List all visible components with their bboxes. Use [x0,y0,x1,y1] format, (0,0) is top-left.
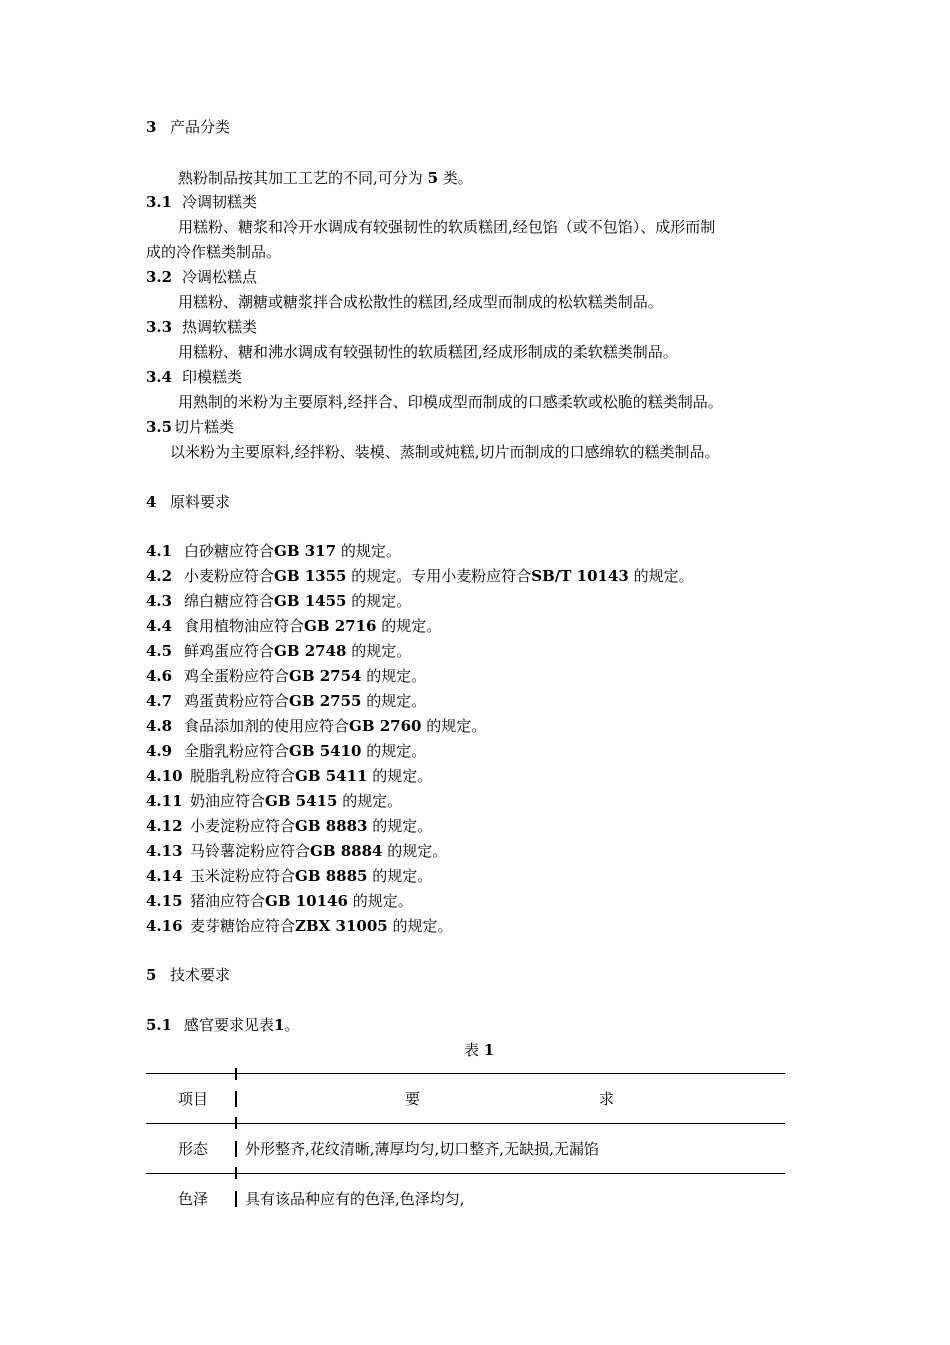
table-header-tick [235,1117,237,1129]
item-4-15: 4.15 猪油应符合GB 10146 的规定。 [146,892,413,910]
table-row-form-req: 外形整齐,花纹清晰,薄厚均匀,切口整齐,无缺损,无漏馅 [245,1140,599,1158]
item-4-4: 4.4 食用植物油应符合GB 2716 的规定。 [146,617,442,635]
item-4-1: 4.1 白砂糖应符合GB 317 的规定。 [146,542,401,560]
item-4-13: 4.13 马铃薯淀粉应符合GB 8884 的规定。 [146,842,448,860]
subsection-3-5-desc: 以米粉为主要原料,经拌粉、装模、蒸制或炖糕,切片而制成的口感绵软的糕类制品。 [170,443,720,461]
item-4-14: 4.14 玉米淀粉应符合GB 8885 的规定。 [146,867,433,885]
table-top-rule [146,1073,785,1074]
table-row-rule [146,1173,785,1174]
section-5-heading: 5 技术要求 [146,966,231,984]
subsection-3-5-heading: 3.5 切片糕类 [146,418,235,436]
subsection-3-3-desc: 用糕粉、糖和沸水调成有较强韧性的软质糕团,经成形制成的柔软糕类制品。 [178,343,678,361]
table-header-divider [235,1091,237,1107]
item-4-12: 4.12 小麦淀粉应符合GB 8883 的规定。 [146,817,433,835]
subsection-3-2-heading: 3.2 冷调松糕点 [146,268,258,286]
item-4-2: 4.2 小麦粉应符合GB 1355 的规定。专用小麦粉应符合SB/T 10143 的规定。 [146,567,694,585]
table-row-color-req: 具有该品种应有的色泽,色泽均匀, [245,1190,465,1208]
table-row-form-item: 形态 [178,1140,209,1158]
section-3-heading: 3 产品分类 [146,118,231,136]
table-header-req-2: 求 [599,1090,615,1108]
table-row-color-item: 色泽 [178,1190,209,1208]
table-row-color-divider [235,1191,237,1207]
table-header-req-1: 要 [405,1090,421,1108]
table-row-tick [235,1167,237,1179]
item-4-8: 4.8 食品添加剂的使用应符合GB 2760 的规定。 [146,717,487,735]
item-4-10: 4.10 脱脂乳粉应符合GB 5411 的规定。 [146,767,433,785]
subsection-5-1: 5.1 感官要求见表1。 [146,1016,300,1034]
subsection-3-1-desc-cont: 成的冷作糕类制品。 [146,243,282,261]
table-header-item: 项目 [178,1090,209,1108]
item-4-5: 4.5 鲜鸡蛋应符合GB 2748 的规定。 [146,642,412,660]
subsection-3-1-desc: 用糕粉、糖浆和冷开水调成有较强韧性的软质糕团,经包馅（或不包馅）、成形而制 [178,218,716,236]
subsection-3-4-desc: 用熟制的米粉为主要原料,经拌合、印模成型而制成的口感柔软或松脆的糕类制品。 [178,393,723,411]
item-4-7: 4.7 鸡蛋黄粉应符合GB 2755 的规定。 [146,692,427,710]
section-4-heading: 4 原料要求 [146,493,231,511]
subsection-3-2-desc: 用糕粉、潮糖或糖浆拌合成松散性的糕团,经成型而制成的松软糕类制品。 [178,293,663,311]
subsection-3-3-heading: 3.3 热调软糕类 [146,318,258,336]
item-4-9: 4.9 全脂乳粉应符合GB 5410 的规定。 [146,742,427,760]
table-row-form-divider [235,1141,237,1157]
subsection-3-4-heading: 3.4 印模糕类 [146,368,243,386]
section-3-intro: 熟粉制品按其加工工艺的不同,可分为 5 类。 [178,169,473,187]
table-top-tick [235,1068,237,1080]
table-header-rule [146,1123,785,1124]
item-4-6: 4.6 鸡全蛋粉应符合GB 2754 的规定。 [146,667,427,685]
item-4-11: 4.11 奶油应符合GB 5415 的规定。 [146,792,403,810]
item-4-16: 4.16 麦芽糖饴应符合ZBX 31005 的规定。 [146,917,453,935]
item-4-3: 4.3 绵白糖应符合GB 1455 的规定。 [146,592,412,610]
table-caption: 表 1 [464,1041,495,1059]
subsection-3-1-heading: 3.1 冷调韧糕类 [146,193,258,211]
